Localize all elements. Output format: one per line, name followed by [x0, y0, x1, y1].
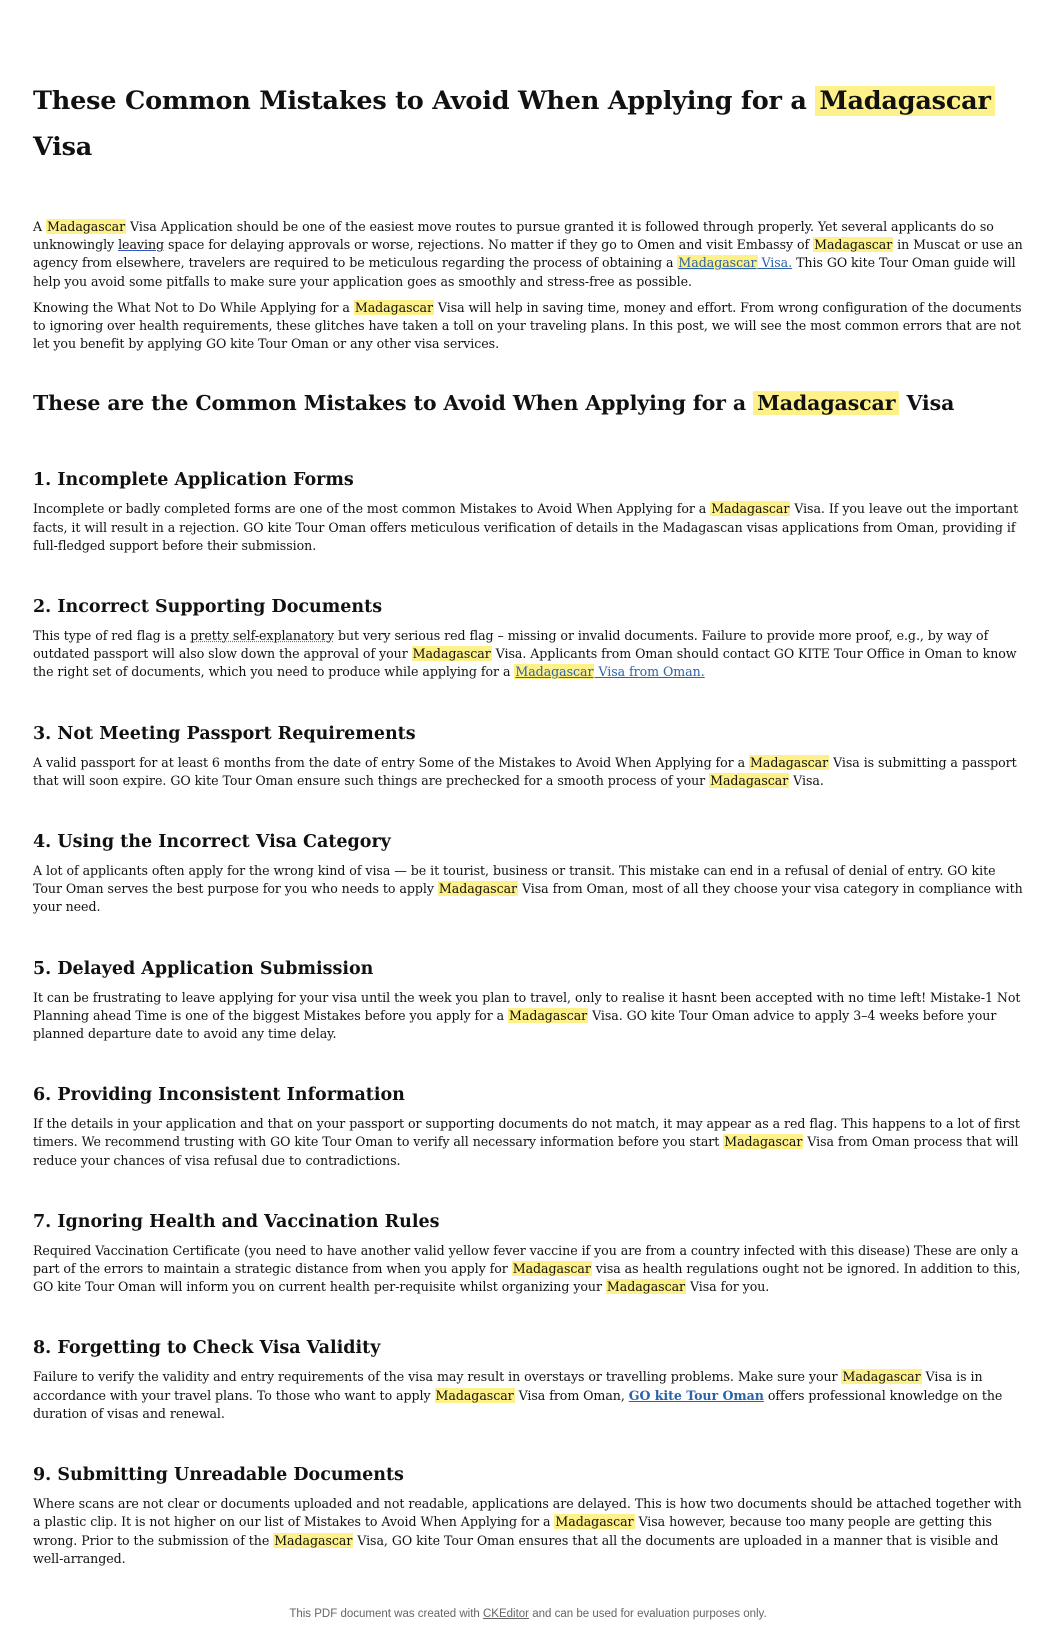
section-paragraph: A valid passport for at least 6 months from the date of entry Some of the Mistakes to Avoid When Applying for a Madagascar Visa is submitting a passport that will soon expire. GO kite Tour Oman ensure such things are prechecked for a smooth process of your Madagascar Visa.	[33, 754, 1017, 788]
section-heading: 2. Incorrect Supporting Documents	[33, 597, 383, 618]
section-heading: 9. Submitting Unreadable Documents	[33, 1465, 404, 1486]
section-paragraph: Required Vaccination Certificate (you need to have another valid yellow fever vaccine if you are from a country infected with this disease) These are only a part of the errors to maintain a strategic distance from when you apply for Madagascar visa as health regulations ought not be ignored. In addition to this, GO kite Tour Oman will inform you on current health per-requisite whilst organizing your Madagascar Visa for you.	[33, 1242, 1021, 1295]
highlight: Madagascar	[555, 1514, 634, 1530]
section-heading: 7. Ignoring Health and Vaccination Rules	[33, 1211, 440, 1232]
highlight: Madagascar	[710, 772, 789, 788]
highlight: Madagascar	[724, 1134, 803, 1150]
highlight: Madagascar	[354, 299, 433, 315]
intro-paragraph-1: A Madagascar Visa Application should be one of the easiest move routes to pursue granted it is followed through properly. Yet several applicants do so unknowingly leaving space for delaying approvals or worse, rejections. No matter if they go to Omen and visit Embassy of Madagascar in Muscat or use an agency from elsewhere, travelers are required to be meticulous regarding the process of obtaining a Madagascar Visa. This GO kite Tour Oman guide will help you avoid some pitfalls to make sure your application goes as smoothly and stress-free as possible.	[33, 219, 1023, 289]
highlight: Madagascar	[606, 1279, 685, 1295]
highlight: Madagascar	[814, 237, 893, 253]
page-title: These Common Mistakes to Avoid When Applying for a Madagascar Visa	[33, 78, 1023, 170]
section-paragraph: This type of red flag is a pretty self-explanatory but very serious red flag – missing or invalid documents. Failure to provide more proof, e.g., by way of outdated passport will also slow down the approval of your Madagascar Visa. Applicants from Oman should contact GO KITE Tour Office in Oman to know the right set of documents, which you need to produce while applying for a Madagascar Visa from Oman.	[33, 628, 1017, 680]
highlight: Madagascar	[512, 1261, 591, 1277]
section-heading: 8. Forgetting to Check Visa Validity	[33, 1338, 381, 1359]
section-heading: 3. Not Meeting Passport Requirements	[33, 723, 416, 744]
intro-paragraph-2: Knowing the What Not to Do While Applying for a Madagascar Visa will help in saving time, money and effort. From wrong configuration of the documents to ignoring over health requirements, these glitches have taken a toll on your traveling plans. In this post, we will see the most common errors that are not let you benefit by applying GO kite Tour Oman or any other visa services.	[33, 299, 1022, 352]
highlight: Madagascar	[711, 501, 790, 517]
spelling-mark: leaving	[118, 237, 165, 253]
highlight: Madagascar	[438, 881, 517, 897]
grammar-mark: pretty self-explanatory	[190, 628, 334, 644]
section-paragraph: If the details in your application and that on your passport or supporting documents do not match, it may appear as a red flag. This happens to a lot of first timers. We recommend trusting with GO kite Tour Oman to verify all necessary information before you start Madagascar Visa from Oman process that will reduce your chances of visa refusal due to contradictions.	[33, 1116, 1020, 1168]
highlight: Madagascar	[412, 646, 491, 662]
section-paragraph: Incomplete or badly completed forms are one of the most common Mistakes to Avoid When Applying for a Madagascar Visa. If you leave out the important facts, it will result in a rejection. GO kite Tour Oman offers meticulous verification of details in the Madagascan visas applications from Oman, providing if full-fledged support before their submission.	[33, 501, 1019, 553]
section-paragraph: Where scans are not clear or documents uploaded and not readable, applications are delayed. This is how two documents should be attached together with a plastic clip. It is not higher on our list of Mistakes to Avoid When Applying for a Madagascar Visa however, because too many people are getting this wrong. Prior to the submission of the Madagascar Visa, GO kite Tour Oman ensures that all the documents are uploaded in a manner that is visible and well-arranged.	[33, 1496, 1022, 1566]
pdf-footer: This PDF document was created with CKEditor and can be used for evaluation purposes only.	[289, 1608, 767, 1620]
section-heading: 1. Incomplete Application Forms	[33, 470, 354, 491]
section-subtitle: These are the Common Mistakes to Avoid When Applying for a Madagascar Visa	[33, 391, 955, 416]
section-5	[33, 955, 1023, 1044]
section-paragraph: Failure to verify the validity and entry requirements of the visa may result in overstays or travelling problems. Make sure your Madagascar Visa is in accordance with your travel plans. To those who want to apply Madagascar Visa from Oman, GO kite Tour Oman offers professional knowledge on the duration of visas and renewal.	[33, 1369, 1003, 1421]
section-7	[33, 1208, 1023, 1297]
section-6	[33, 1081, 1023, 1170]
highlight: Madagascar	[47, 219, 126, 234]
section-9	[33, 1461, 1023, 1568]
section-paragraph: A lot of applicants often apply for the wrong kind of visa — be it tourist, business or transit. This mistake can end in a refusal of denial of entry. GO kite Tour Oman serves the best purpose for you who needs to apply Madagascar Visa from Oman, most of all they choose your visa category in compliance with your need.	[33, 863, 1023, 915]
highlight: Madagascar	[435, 1387, 514, 1403]
visa-from-oman-link[interactable]: Madagascar Visa from Oman.	[515, 664, 705, 680]
section-heading: 4. Using the Incorrect Visa Category	[33, 832, 391, 853]
highlight: Madagascar	[509, 1007, 588, 1023]
section-heading: 5. Delayed Application Submission	[33, 958, 374, 979]
section-paragraph: It can be frustrating to leave applying for your visa until the week you plan to travel, only to realise it hasnt been accepted with no time left! Mistake-1 Not Planning ahead Time is one of the biggest Mistakes before you apply for a Madagascar Visa. GO kite Tour Oman advice to apply 3–4 weeks before your planned departure date to avoid any time delay.	[33, 989, 1021, 1042]
highlight: Madagascar	[842, 1369, 921, 1385]
section-heading: 6. Providing Inconsistent Information	[33, 1085, 405, 1106]
document-page	[33, 78, 1023, 1606]
highlight: Madagascar	[753, 391, 899, 415]
section-4	[33, 828, 1023, 917]
highlight: Madagascar	[274, 1532, 353, 1548]
section-2	[33, 593, 1023, 682]
highlight: Madagascar	[750, 754, 829, 770]
section-1	[33, 466, 1023, 555]
section-3	[33, 720, 1023, 790]
go-kite-tour-oman-link[interactable]: GO kite Tour Oman	[628, 1387, 764, 1403]
highlight: Madagascar	[815, 86, 994, 116]
ckeditor-link[interactable]: CKEditor	[483, 1608, 530, 1620]
madagascar-visa-link[interactable]: Madagascar Visa.	[678, 255, 793, 271]
section-8	[33, 1334, 1023, 1423]
